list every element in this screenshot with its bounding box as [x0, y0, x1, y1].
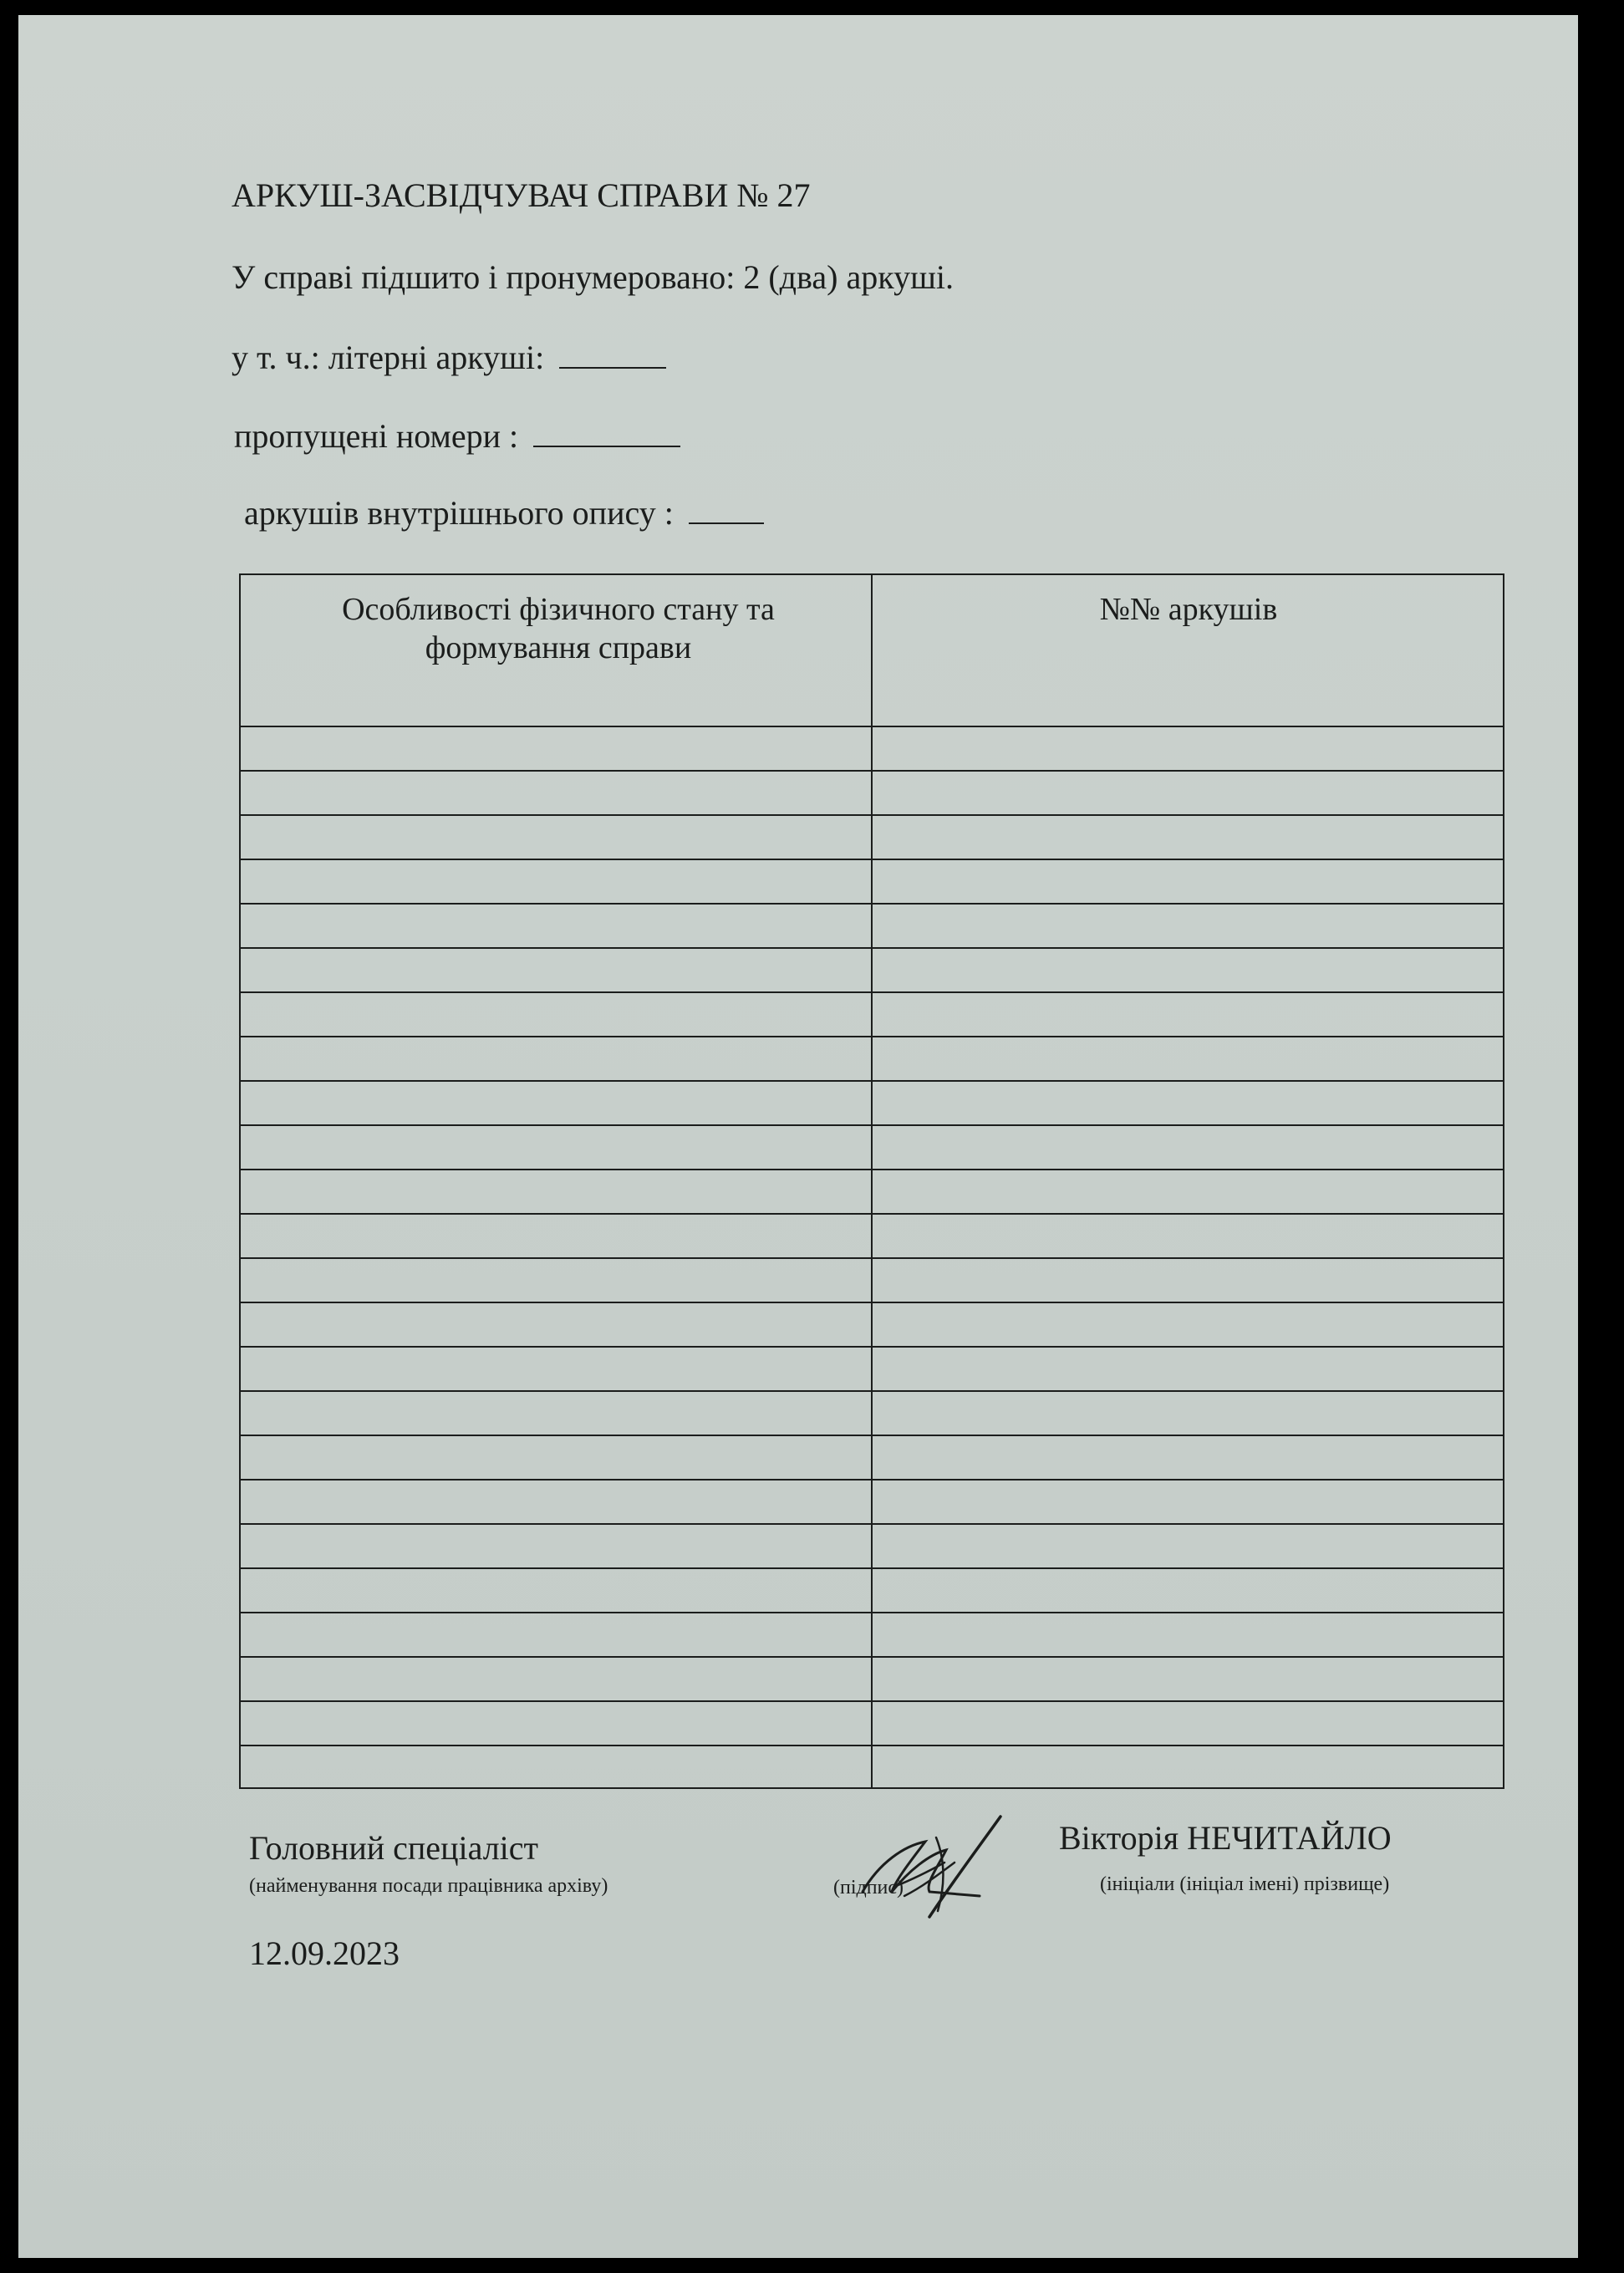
- document-title: АРКУШ-ЗАСВІДЧУВАЧ СПРАВИ № 27: [232, 176, 811, 214]
- table-row: [241, 903, 1503, 905]
- inner-inventory-label: аркушів внутрішнього опису :: [244, 494, 674, 532]
- table-row: [241, 1435, 1503, 1436]
- case-condition-table: [239, 573, 1504, 1789]
- letter-sheets-line: [232, 338, 666, 378]
- inner-inventory-line: [244, 493, 764, 533]
- table-row: [241, 814, 1503, 816]
- table-row: [241, 1612, 1503, 1613]
- table-row: [241, 1700, 1503, 1702]
- table-row: [241, 770, 1503, 772]
- table-row: [241, 1567, 1503, 1569]
- signature-caption: (підпис): [833, 1877, 904, 1898]
- signer-name-caption: (ініціали (ініціал імені) прізвище): [1100, 1873, 1390, 1895]
- table-row: [241, 1213, 1503, 1215]
- table-row: [241, 1656, 1503, 1658]
- position-caption: (найменування посади працівника архіву): [249, 1875, 608, 1897]
- letter-sheets-label: у т. ч.: літерні аркуші:: [232, 339, 545, 376]
- table-row: [241, 859, 1503, 860]
- position-title: Головний спеціаліст: [249, 1829, 538, 1867]
- missed-numbers-blank: [533, 420, 680, 447]
- missed-numbers-line: [234, 416, 680, 456]
- table-row: [241, 726, 1503, 727]
- table-row: [241, 1523, 1503, 1525]
- document-date: 12.09.2023: [249, 1934, 400, 1972]
- table-row: [241, 1124, 1503, 1126]
- document-sheet: [18, 15, 1578, 2258]
- table-row: [241, 991, 1503, 993]
- table-header-sheet-numbers: №№ аркушів: [1099, 592, 1278, 627]
- table-row: [241, 1479, 1503, 1481]
- handwritten-signature: [846, 1812, 1030, 1921]
- table-row: [241, 1302, 1503, 1303]
- table-row: [241, 1169, 1503, 1170]
- missed-numbers-label: пропущені номери :: [234, 417, 519, 455]
- signer-name: Вікторія НЕЧИТАЙЛО: [1059, 1819, 1392, 1857]
- table-column-divider: [871, 575, 873, 1787]
- table-row: [241, 1080, 1503, 1082]
- table-row: [241, 947, 1503, 949]
- inner-inventory-blank: [689, 497, 764, 524]
- table-row: [241, 1745, 1503, 1746]
- table-row: [241, 1257, 1503, 1259]
- table-header-condition: Особливості фізичного стану та формування справи: [342, 592, 775, 665]
- table-row: [241, 1390, 1503, 1392]
- table-row: [241, 1346, 1503, 1348]
- sheets-count-line: У справі підшито і пронумеровано: 2 (два) аркуші.: [232, 258, 955, 296]
- letter-sheets-blank: [559, 342, 666, 369]
- table-row: [241, 1036, 1503, 1037]
